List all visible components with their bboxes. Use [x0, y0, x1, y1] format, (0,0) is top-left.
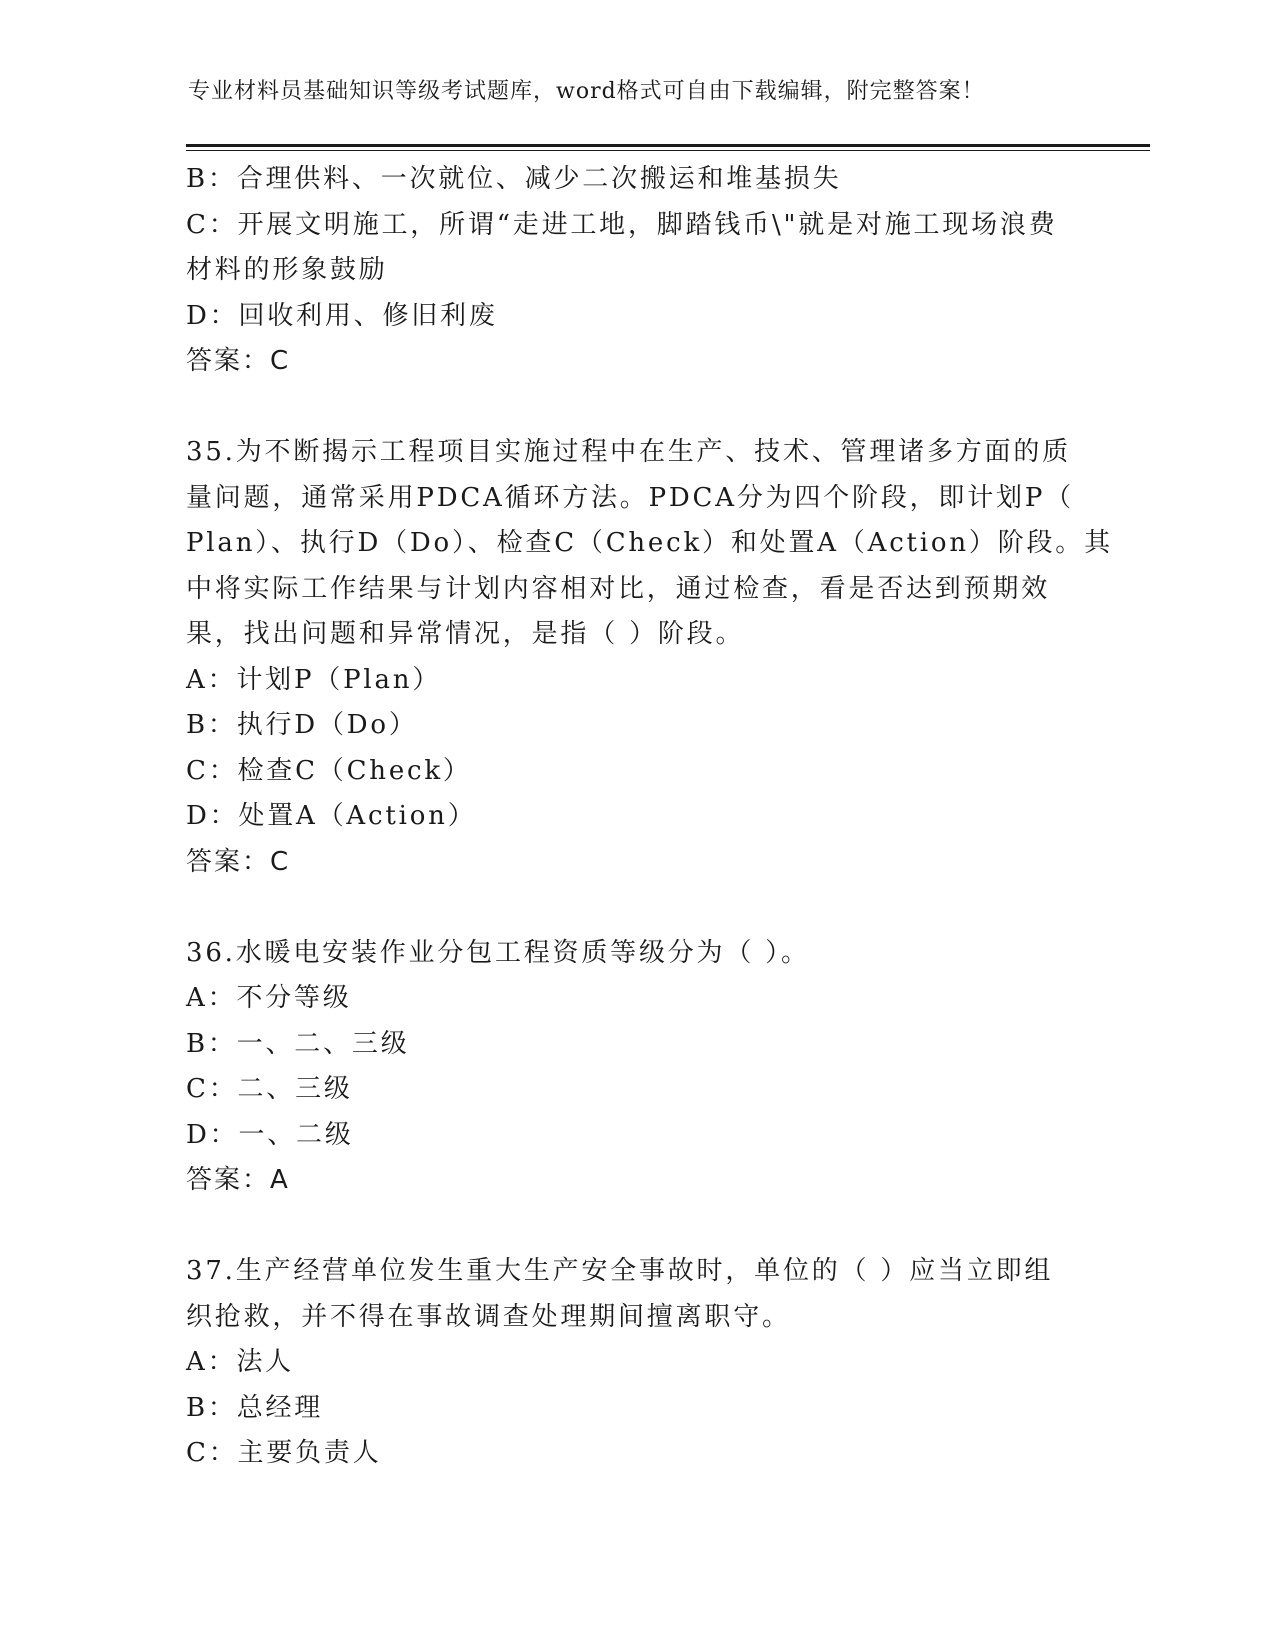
option-a: A：法人: [186, 1347, 294, 1377]
option-c: C：开展文明施工，所谓“走进工地，脚踏钱币\"就是对施工现场浪费: [186, 209, 1058, 240]
question-stem-line: 量问题，通常采用PDCA循环方法。PDCA分为四个阶段，即计划P（: [186, 482, 1074, 513]
question-35: [186, 430, 1113, 885]
question-stem-line: 果，找出问题和异常情况，是指（ ）阶段。: [186, 619, 745, 649]
question-stem-line: 35.为不断揭示工程项目实施过程中在生产、技术、管理诸多方面的质: [186, 437, 1071, 467]
option-c: C：主要负责人: [186, 1438, 382, 1468]
prev-question: [186, 157, 1086, 385]
option-b: B：总经理: [186, 1392, 324, 1423]
option-a: A：不分等级: [186, 983, 352, 1013]
question-stem-line: 36.水暖电安装作业分包工程资质等级分为（ ）。: [186, 937, 810, 968]
option-d: D：一、二级: [186, 1119, 354, 1150]
question-36: [186, 931, 1086, 1204]
answer: 答案：C: [186, 346, 291, 376]
header-rule-thick: [186, 144, 1150, 147]
option-b: B：一、二、三级: [186, 1028, 410, 1059]
question-stem-line: Plan）、执行D（Do）、检查C（Check）和处置A（Action）阶段。其: [186, 528, 1113, 558]
question-stem-line: 中将实际工作结果与计划内容相对比，通过检查，看是否达到预期效: [186, 573, 1051, 604]
question-stem-line: 织抢救，并不得在事故调查处理期间擅离职守。: [186, 1301, 791, 1332]
option-a: A：计划P（Plan）: [186, 664, 442, 695]
spacer: [186, 385, 1086, 431]
option-d: D：回收利用、修旧利废: [186, 300, 498, 331]
option-d: D：处置A（Action）: [186, 801, 477, 831]
spacer: [186, 885, 1086, 931]
answer: 答案：C: [186, 846, 291, 877]
option-c: C：检查C（Check）: [186, 755, 472, 786]
question-content: [186, 157, 1113, 1477]
spacer: [186, 1204, 1086, 1250]
option-b: B：合理供料、一次就位、减少二次搬运和堆基损失: [186, 164, 842, 194]
answer: 答案：A: [186, 1165, 290, 1195]
header-rule-thin: [186, 150, 1150, 151]
option-c: C：二、三级: [186, 1074, 353, 1104]
option-b: B：执行D（Do）: [186, 710, 418, 740]
page-header: 专业材料员基础知识等级考试题库，word格式可自由下载编辑，附完整答案！: [188, 79, 985, 104]
question-37: [186, 1249, 1086, 1477]
option-c-continued: 材料的形象鼓励: [186, 255, 388, 285]
question-stem-line: 37.生产经营单位发生重大生产安全事故时，单位的（ ）应当立即组: [186, 1256, 1054, 1286]
